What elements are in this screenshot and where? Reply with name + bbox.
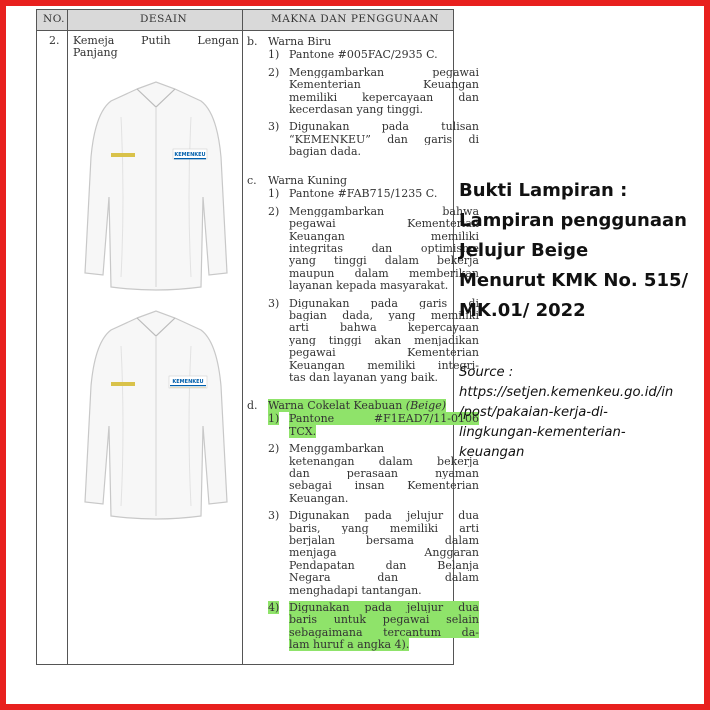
- item-text-line: tas dan layanan yang baik.: [289, 371, 439, 384]
- item-text-line: Pantone #005FAC/2935 C.: [289, 48, 438, 62]
- document-table: [36, 9, 479, 665]
- item-text-line: Digunakan pada jelujur dua: [289, 601, 479, 614]
- shirt-image-1: [81, 77, 231, 292]
- item-text-line: menghadapi tantangan.: [289, 583, 422, 597]
- item-text-line: arti bahwa kepercayaan: [289, 321, 479, 334]
- item-text-line: bagian dada, yang memiliki: [289, 309, 479, 322]
- item-text-line: sebagai insan Kementerian: [289, 479, 479, 492]
- design-name-line-2: Panjang: [73, 46, 118, 60]
- item-text-line: TCX.: [289, 424, 317, 438]
- shirt-1-badge-text: KEMENKEU: [174, 152, 206, 158]
- item-text-line: Keuangan.: [289, 491, 349, 505]
- title-line: Lampiran penggunaan: [459, 210, 687, 231]
- shirt-2-badge-text: KEMENKEU: [172, 379, 204, 385]
- item-text-line: yang tinggi akan menjadikan: [289, 333, 479, 347]
- item-text-line: Pendapatan dan Belanja: [289, 558, 479, 572]
- source-url-line: lingkungan-kementerian-: [459, 425, 626, 440]
- item-number: 3): [268, 296, 280, 310]
- item-text-line: pegawai Kementerian: [289, 346, 479, 359]
- title-line: Jelujur Beige: [459, 240, 589, 261]
- item-text-line: layanan kepada masyarakat.: [289, 279, 449, 293]
- row-number: 2.: [49, 34, 60, 47]
- item-text-line: Menggambarkan bahwa: [289, 204, 479, 218]
- item-text-line: Kementerian Keuangan: [289, 78, 479, 91]
- item-text-line: Negara dan dalam: [289, 571, 479, 584]
- item-text-line: dan perasaan nyaman: [289, 467, 479, 480]
- section-title-italic: (Beige): [405, 399, 447, 412]
- item-text-line: Digunakan pada garis di: [289, 296, 479, 309]
- item-number: 3): [268, 509, 280, 523]
- title-line: MK.01/ 2022: [459, 300, 586, 321]
- item-text-line: ketenangan dalam bekerja: [289, 454, 479, 467]
- design-name-word-3: Lengan: [197, 34, 239, 47]
- item-text-line: sebagaimana tercantum da-: [289, 625, 479, 639]
- item-text-line: kecerdasan yang tinggi.: [289, 103, 424, 116]
- item-text-line: integritas dan optimisme: [289, 242, 479, 255]
- header-makna: MAKNA DAN PENGGUNAAN: [271, 13, 439, 25]
- section-title: Warna Cokelat Keabuan (Beige): [268, 399, 447, 412]
- item-text-line: menjaga Anggaran: [289, 546, 479, 559]
- item-number: 1): [268, 412, 280, 426]
- section-letter: b.: [247, 35, 258, 48]
- item-text-line: yang tinggi dalam bekerja: [289, 254, 479, 267]
- section-letter: d.: [247, 399, 258, 412]
- design-name-word-1: Kemeja: [73, 34, 115, 47]
- source-note: [459, 363, 673, 463]
- item-number: 4): [268, 601, 280, 614]
- item-text-line: Menggambarkan pegawai: [289, 65, 479, 79]
- item-text-line: pegawai Kementerian: [289, 217, 479, 230]
- item-number: 2): [268, 442, 280, 456]
- item-text-line: Menggambarkan: [289, 442, 385, 455]
- section-letter: c.: [247, 174, 257, 187]
- item-number: 1): [268, 187, 280, 201]
- source-url-line: keuangan: [459, 445, 525, 460]
- source-url-line: https://setjen.kemenkeu.go.id/in: [459, 385, 674, 400]
- section-title: Warna Kuning: [268, 174, 348, 187]
- design-name-word-2: Putih: [141, 34, 171, 47]
- item-text-line: maupun dalam memberikan: [289, 266, 479, 280]
- item-text-line: “KEMENKEU” dan garis di: [289, 132, 479, 146]
- item-text-line: Pantone #FAB715/1235 C.: [289, 187, 438, 201]
- item-text-line: memiliki kepercayaan dan: [289, 90, 479, 103]
- item-number: 1): [268, 48, 280, 62]
- title-line: Bukti Lampiran :: [459, 180, 628, 201]
- table-header: [37, 10, 453, 31]
- header-desain: DESAIN: [140, 13, 188, 25]
- item-text-line: Keuangan memiliki: [289, 229, 479, 242]
- item-text-line: Digunakan pada tulisan: [289, 120, 479, 133]
- item-number: 2): [268, 204, 280, 218]
- source-label: Source :: [459, 365, 514, 380]
- header-no: NO.: [43, 13, 66, 25]
- item-number: 2): [268, 65, 280, 79]
- section-title: Warna Biru: [268, 35, 332, 48]
- item-text-line: Keuangan memiliki integri-: [289, 358, 479, 371]
- source-url-line: /post/pakaian-kerja-di-: [459, 405, 608, 420]
- item-text-line: bagian dada.: [289, 145, 361, 159]
- design-name: [73, 35, 239, 60]
- item-text-line: Pantone #F1EAD7/11-0106: [289, 412, 479, 425]
- item-number: 3): [268, 120, 280, 134]
- item-text-line: berjalan bersama dalam: [289, 534, 479, 547]
- item-text-line: Digunakan pada jelujur dua: [289, 509, 479, 522]
- shirt-image-2: [81, 306, 231, 521]
- evidence-title: [459, 176, 688, 326]
- item-text-line: baris untuk pegawai selain: [289, 613, 479, 626]
- item-text-line: baris, yang memiliki arti: [289, 521, 479, 534]
- item-text-line: lam huruf a angka 4).: [289, 638, 410, 652]
- title-line: Menurut KMK No. 515/: [459, 270, 689, 291]
